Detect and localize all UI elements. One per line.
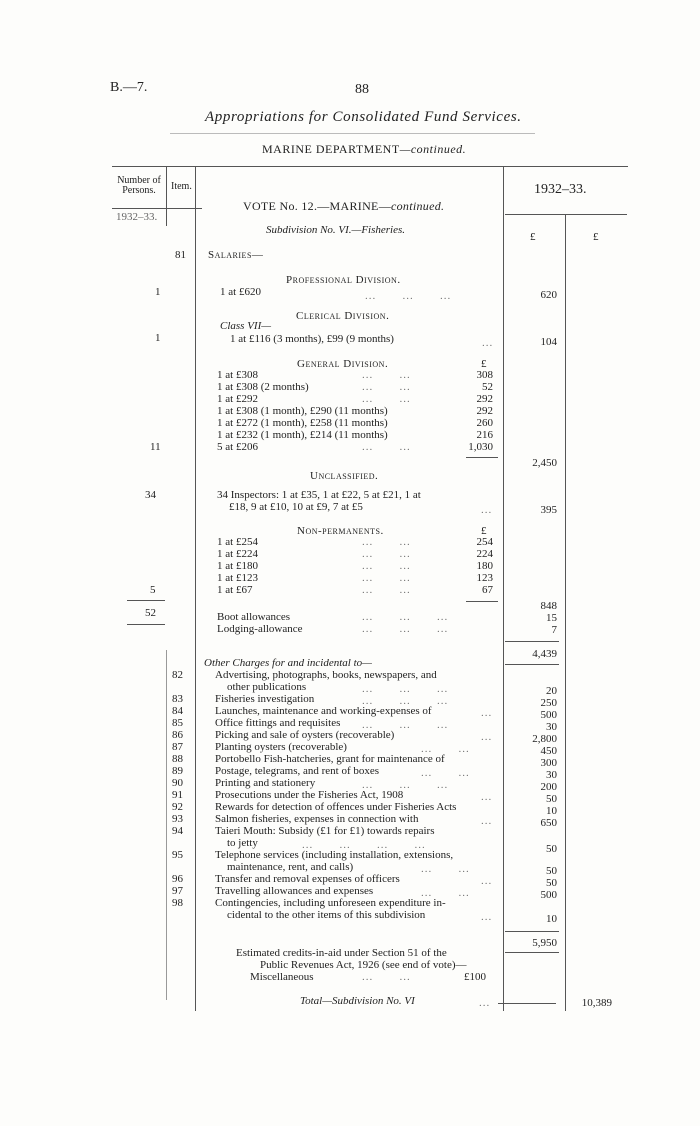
charge-label: Office fittings and requisites <box>215 717 341 729</box>
item-number: 89 <box>172 765 183 777</box>
persons-year-label: 1932–33. <box>116 211 158 223</box>
clerical-class: Class VII— <box>220 320 272 332</box>
charge-label: Postage, telegrams, and rent of boxes <box>215 765 380 777</box>
item-number: 98 <box>172 897 183 909</box>
other-charges-total-rule <box>505 952 559 953</box>
non-permanent-row-value: 254 <box>476 536 493 548</box>
general-row-label: 1 at £232 (1 month), £214 (11 months) <box>217 429 388 441</box>
charge-label: Travelling allowances and expenses <box>215 885 374 897</box>
general-row-label: 1 at £308 (2 months) <box>217 381 309 393</box>
persons-column-divider-lower <box>166 650 167 1000</box>
item-number: 88 <box>172 753 183 765</box>
subdivision-total-label: Total—Subdivision No. VI <box>300 995 415 1007</box>
leader-dots: ... ... <box>362 572 411 584</box>
boot-allowances-label: Boot allowances <box>217 611 291 623</box>
item-column-divider <box>195 166 196 1011</box>
non-permanents-sum-rule <box>466 601 498 602</box>
charge-label: Telephone services (including installation, extensions, <box>215 849 454 861</box>
charge-label: Advertising, photographs, books, newspapers, and <box>215 669 437 681</box>
leader-dots: ... ... ... <box>362 683 449 695</box>
salaries-sum-rule <box>505 641 559 642</box>
general-row-value: 216 <box>476 429 493 441</box>
clerical-persons: 1 <box>155 332 161 344</box>
general-pound-sign: £ <box>481 358 487 370</box>
charge-label: Rewards for detection of offences under Fisheries Acts <box>215 801 457 813</box>
leader-dots: ... ... <box>421 887 470 899</box>
unclassified-persons: 34 <box>145 489 156 501</box>
item-number: 93 <box>172 813 183 825</box>
charge-label: Picking and sale of oysters (recoverable) <box>215 729 395 741</box>
charge-amount: 450 <box>540 745 557 757</box>
charge-label-continued: other publications <box>227 681 307 693</box>
charge-label: Transfer and removal expenses of officers <box>215 873 400 885</box>
leader-dots: ... <box>481 707 493 719</box>
general-persons: 11 <box>150 441 161 453</box>
persons-total: 52 <box>145 607 156 619</box>
leader-dots: ... ... ... <box>362 695 449 707</box>
leader-dots: ... ... <box>362 369 411 381</box>
item-header: Item. <box>171 181 192 192</box>
non-permanent-row-label: 1 at £180 <box>217 560 258 572</box>
general-row-label: 5 at £206 <box>217 441 258 453</box>
leader-dots: ... ... ... <box>362 779 449 791</box>
leader-dots: ... <box>481 875 493 887</box>
leader-dots: ... ... <box>362 441 411 453</box>
leader-dots: ... <box>481 731 493 743</box>
document-reference: B.—7. <box>110 80 148 95</box>
professional-division-heading: Professional Division. <box>286 274 401 286</box>
lodging-allowance-label: Lodging-allowance <box>217 623 303 635</box>
non-permanents-total: 848 <box>540 600 557 612</box>
title-rule <box>170 133 535 134</box>
leader-dots: ... ... <box>421 743 470 755</box>
page-number: 88 <box>355 82 369 97</box>
non-permanent-row-value: 180 <box>476 560 493 572</box>
other-charges-total: 5,950 <box>532 937 557 949</box>
item-number: 90 <box>172 777 183 789</box>
credits-in-aid-line-3: Miscellaneous <box>250 971 314 983</box>
right-header-rule <box>505 214 627 215</box>
leader-dots: ... ... ... <box>365 290 452 302</box>
charge-amount: 10 <box>546 805 557 817</box>
item-number: 91 <box>172 789 183 801</box>
general-row-value: 308 <box>476 369 493 381</box>
charge-label: Launches, maintenance and working-expenses of <box>215 705 432 717</box>
leader-dots: ... <box>481 791 493 803</box>
item-number: 86 <box>172 729 183 741</box>
charge-label: Fisheries investigation <box>215 693 315 705</box>
charge-label: Printing and stationery <box>215 777 316 789</box>
unclassified-heading: Unclassified. <box>310 470 379 482</box>
lodging-allowance-amount: 7 <box>551 624 557 636</box>
subdivision-heading: Subdivision No. VI.—Fisheries. <box>266 224 406 236</box>
leader-dots: ... <box>481 911 493 923</box>
non-permanent-row-label: 1 at £254 <box>217 536 258 548</box>
clerical-division-heading: Clerical Division. <box>296 310 390 322</box>
other-charges-heading: Other Charges for and incidental to— <box>204 657 372 669</box>
total-rule <box>498 1003 556 1004</box>
general-division-heading: General Division. <box>297 358 389 370</box>
leader-dots: ... ... <box>362 381 411 393</box>
charge-amount: 10 <box>546 913 557 925</box>
table-top-rule <box>112 166 628 167</box>
charge-amount: 30 <box>546 769 557 781</box>
charge-amount: 50 <box>546 843 557 855</box>
non-permanent-row-value: 67 <box>482 584 493 596</box>
charge-label: Planting oysters (recoverable) <box>215 741 347 753</box>
boot-allowances-amount: 15 <box>546 612 557 624</box>
non-permanents-pound-sign: £ <box>481 525 487 537</box>
leader-dots: ... ... <box>421 863 470 875</box>
pound-column-1: £ <box>530 231 536 243</box>
general-row-label: 1 at £308 <box>217 369 258 381</box>
charge-label: Portobello Fish-hatcheries, grant for maintenance of <box>215 753 445 765</box>
unclassified-line-1: 34 Inspectors: 1 at £35, 1 at £22, 5 at £21, 1 at <box>217 489 421 501</box>
professional-amount: 620 <box>540 289 557 301</box>
leader-dots: ... ... ... <box>362 623 449 635</box>
general-sum-rule <box>466 457 498 458</box>
general-row-value: 292 <box>476 405 493 417</box>
leader-dots: ... ... ... <box>362 719 449 731</box>
other-charges-sum-rule <box>505 931 559 932</box>
vote-title-text: VOTE No. 12.—MARINE— <box>243 199 391 213</box>
general-row-value: 260 <box>476 417 493 429</box>
charge-amount: 20 <box>546 685 557 697</box>
charge-amount: 30 <box>546 721 557 733</box>
year-header: 1932–33. <box>534 182 587 197</box>
non-permanents-heading: Non-permanents. <box>297 525 384 537</box>
unclassified-line-2: £18, 9 at £10, 10 at £9, 7 at £5 <box>229 501 363 513</box>
number-of-persons-header: Number of Persons. <box>117 175 161 196</box>
salaries-heading: Salaries— <box>208 249 264 261</box>
leader-dots: ... <box>481 504 493 516</box>
general-row-value: 292 <box>476 393 493 405</box>
leader-dots: ... ... <box>362 971 411 983</box>
leader-dots: ... ... <box>362 584 411 596</box>
leader-dots: ... ... ... <box>362 611 449 623</box>
non-permanent-row-label: 1 at £224 <box>217 548 258 560</box>
item-number: 84 <box>172 705 183 717</box>
salaries-total-rule <box>505 664 559 665</box>
department-continued: —continued. <box>399 142 467 156</box>
persons-sum-rule <box>127 600 165 601</box>
item-number: 96 <box>172 873 183 885</box>
amount-column-divider <box>503 166 504 1011</box>
item-number: 94 <box>172 825 183 837</box>
item-number: 83 <box>172 693 183 705</box>
general-row-value: 52 <box>482 381 493 393</box>
credits-in-aid-amount: £100 <box>464 971 486 983</box>
leader-dots: ... ... ... ... <box>302 839 426 851</box>
charge-label: Prosecutions under the Fisheries Act, 1908 <box>215 789 404 801</box>
charge-amount: 500 <box>540 709 557 721</box>
leader-dots: ... ... <box>362 393 411 405</box>
subdivision-total-amount: 10,389 <box>581 997 612 1009</box>
item-number: 92 <box>172 801 183 813</box>
charge-amount: 650 <box>540 817 557 829</box>
leader-dots: ... ... <box>362 548 411 560</box>
leader-dots: ... ... <box>362 560 411 572</box>
charge-label: Contingencies, including unforeseen expenditure in- <box>215 897 446 909</box>
item-number: 95 <box>172 849 183 861</box>
credits-in-aid-line-2: Public Revenues Act, 1926 (see end of vote)— <box>260 959 467 971</box>
amount-subcolumn-divider <box>565 214 566 1011</box>
salaries-total: 4,439 <box>532 648 557 660</box>
charge-label-continued: maintenance, rent, and calls) <box>227 861 354 873</box>
leader-dots: ... <box>482 337 494 349</box>
charge-amount: 250 <box>540 697 557 709</box>
persons-column-divider <box>166 166 167 226</box>
non-permanent-row-value: 123 <box>476 572 493 584</box>
general-total: 2,450 <box>532 457 557 469</box>
charge-amount: 50 <box>546 793 557 805</box>
charge-amount: 200 <box>540 781 557 793</box>
department-name: MARINE DEPARTMENT <box>262 142 400 156</box>
item-number: 85 <box>172 717 183 729</box>
leader-dots: ... ... <box>362 536 411 548</box>
charge-label-continued: cidental to the other items of this subdivision <box>227 909 426 921</box>
item-number: 87 <box>172 741 183 753</box>
leader-dots: ... <box>479 997 491 1009</box>
vote-title <box>243 201 444 212</box>
non-permanents-persons: 5 <box>150 584 156 596</box>
charge-amount: 50 <box>546 877 557 889</box>
professional-persons: 1 <box>155 286 161 298</box>
charge-amount: 2,800 <box>532 733 557 745</box>
vote-title-continued: continued. <box>391 199 445 213</box>
non-permanent-row-value: 224 <box>476 548 493 560</box>
professional-line: 1 at £620 <box>220 286 261 298</box>
charge-amount: 300 <box>540 757 557 769</box>
unclassified-amount: 395 <box>540 504 557 516</box>
charge-label: Salmon fisheries, expenses in connection with <box>215 813 419 825</box>
page-title: Appropriations for Consolidated Fund Services. <box>205 109 522 125</box>
left-header-rule <box>112 208 202 209</box>
general-row-label: 1 at £272 (1 month), £258 (11 months) <box>217 417 388 429</box>
item-number: 97 <box>172 885 183 897</box>
charge-amount: 500 <box>540 889 557 901</box>
charge-label-continued: to jetty <box>227 837 258 849</box>
non-permanent-row-label: 1 at £123 <box>217 572 258 584</box>
credits-in-aid-line-1: Estimated credits-in-aid under Section 51 of the <box>236 947 447 959</box>
charge-label: Taieri Mouth: Subsidy (£1 for £1) towards repairs <box>215 825 435 837</box>
non-permanent-row-label: 1 at £67 <box>217 584 253 596</box>
general-row-label: 1 at £308 (1 month), £290 (11 months) <box>217 405 388 417</box>
persons-total-rule <box>127 624 165 625</box>
department-heading <box>262 144 466 155</box>
item-number: 82 <box>172 669 183 681</box>
general-row-value: 1,030 <box>468 441 493 453</box>
pound-column-2: £ <box>593 231 599 243</box>
leader-dots: ... <box>481 815 493 827</box>
salaries-item-number: 81 <box>175 249 186 261</box>
charge-amount: 50 <box>546 865 557 877</box>
clerical-line: 1 at £116 (3 months), £99 (9 months) <box>230 333 394 345</box>
general-row-label: 1 at £292 <box>217 393 258 405</box>
clerical-amount: 104 <box>540 336 557 348</box>
leader-dots: ... ... <box>421 767 470 779</box>
